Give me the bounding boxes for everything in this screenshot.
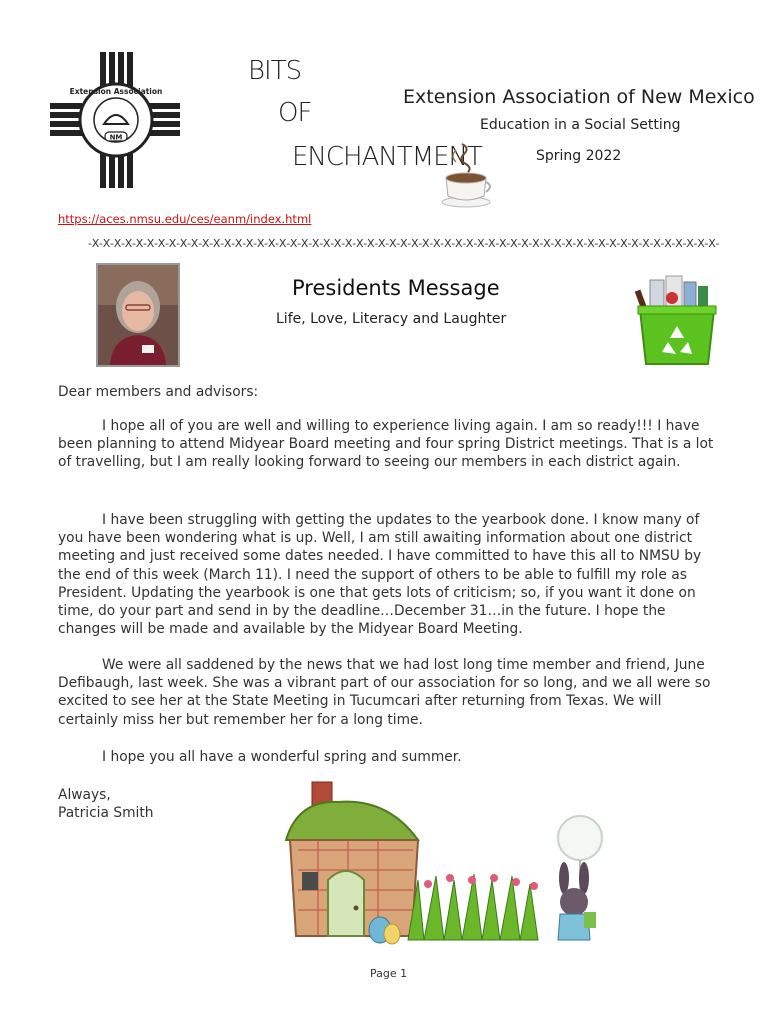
president-photo [96,263,180,367]
masthead-line-3: ENCHANTMENT [292,142,482,172]
zia-logo [50,50,180,190]
tagline: Education in a Social Setting [480,117,681,133]
logo-ring-text: Extension Association [69,87,163,96]
masthead-line-1: BITS [248,56,302,86]
issue-season: Spring 2022 [536,148,622,164]
logo-center-text: NM [109,133,123,142]
masthead-line-2: OF [278,98,312,128]
salutation: Dear members and advisors: [58,384,259,400]
section-divider: -X-X-X-X-X-X-X-X-X-X-X-X-X-X-X-X-X-X-X-X-X-X-X-X-X-X-X-X-X-X-X-X-X-X-X-X-X-X-X-X-X-X-X-X-X-X-X-X-X-X-X-X-X-X-X-X-X- [88,237,720,250]
paragraph: I hope all of you are well and willing to experience living again. I am so ready!!! I have been planning to attend Midyear Board meeting and four spring District meetings. That is a lot of travelling, but I am really looking forward to seeing our members in each district again. [58,418,714,471]
closing: Always, [58,787,111,803]
website-link[interactable]: https://aces.nmsu.edu/ces/eanm/index.html [58,212,312,226]
signature: Patricia Smith [58,805,154,821]
coffee-cup-icon [440,140,492,208]
paragraph: I have been struggling with getting the updates to the yearbook done. I know many of you have been wondering what is up. Well, I am still awaiting information about one district meeting and just received some dates needed. I have committed to have this all to NMSU by the end of this week (March 11). I need the support of others to be able to fulfill my role as President. Updating the yearbook is one that gets lots of criticism; so, if you want it done on time, do your part and send in by the deadline…December 31…in the future. I hope the changes will be made and available by the Midyear Board Meeting. [58,512,702,638]
organization-name: Extension Association of New Mexico [403,86,755,108]
paragraph: We were all saddened by the news that we had lost long time member and friend, June Defibaugh, last week. She was a vibrant part of our association for so long, and we all were so excited to see her at the State Meeting in Tucumcari after returning from Texas. We will certainly miss her but remember her for a long time. [58,657,711,728]
article-title: Presidents Message [292,276,500,300]
page-number: Page 1 [370,967,408,980]
cottage-illustration [268,780,608,950]
paragraph: I hope you all have a wonderful spring and summer. [102,749,462,765]
recycling-bin-icon [632,268,722,368]
article-subtitle: Life, Love, Literacy and Laughter [276,311,507,327]
